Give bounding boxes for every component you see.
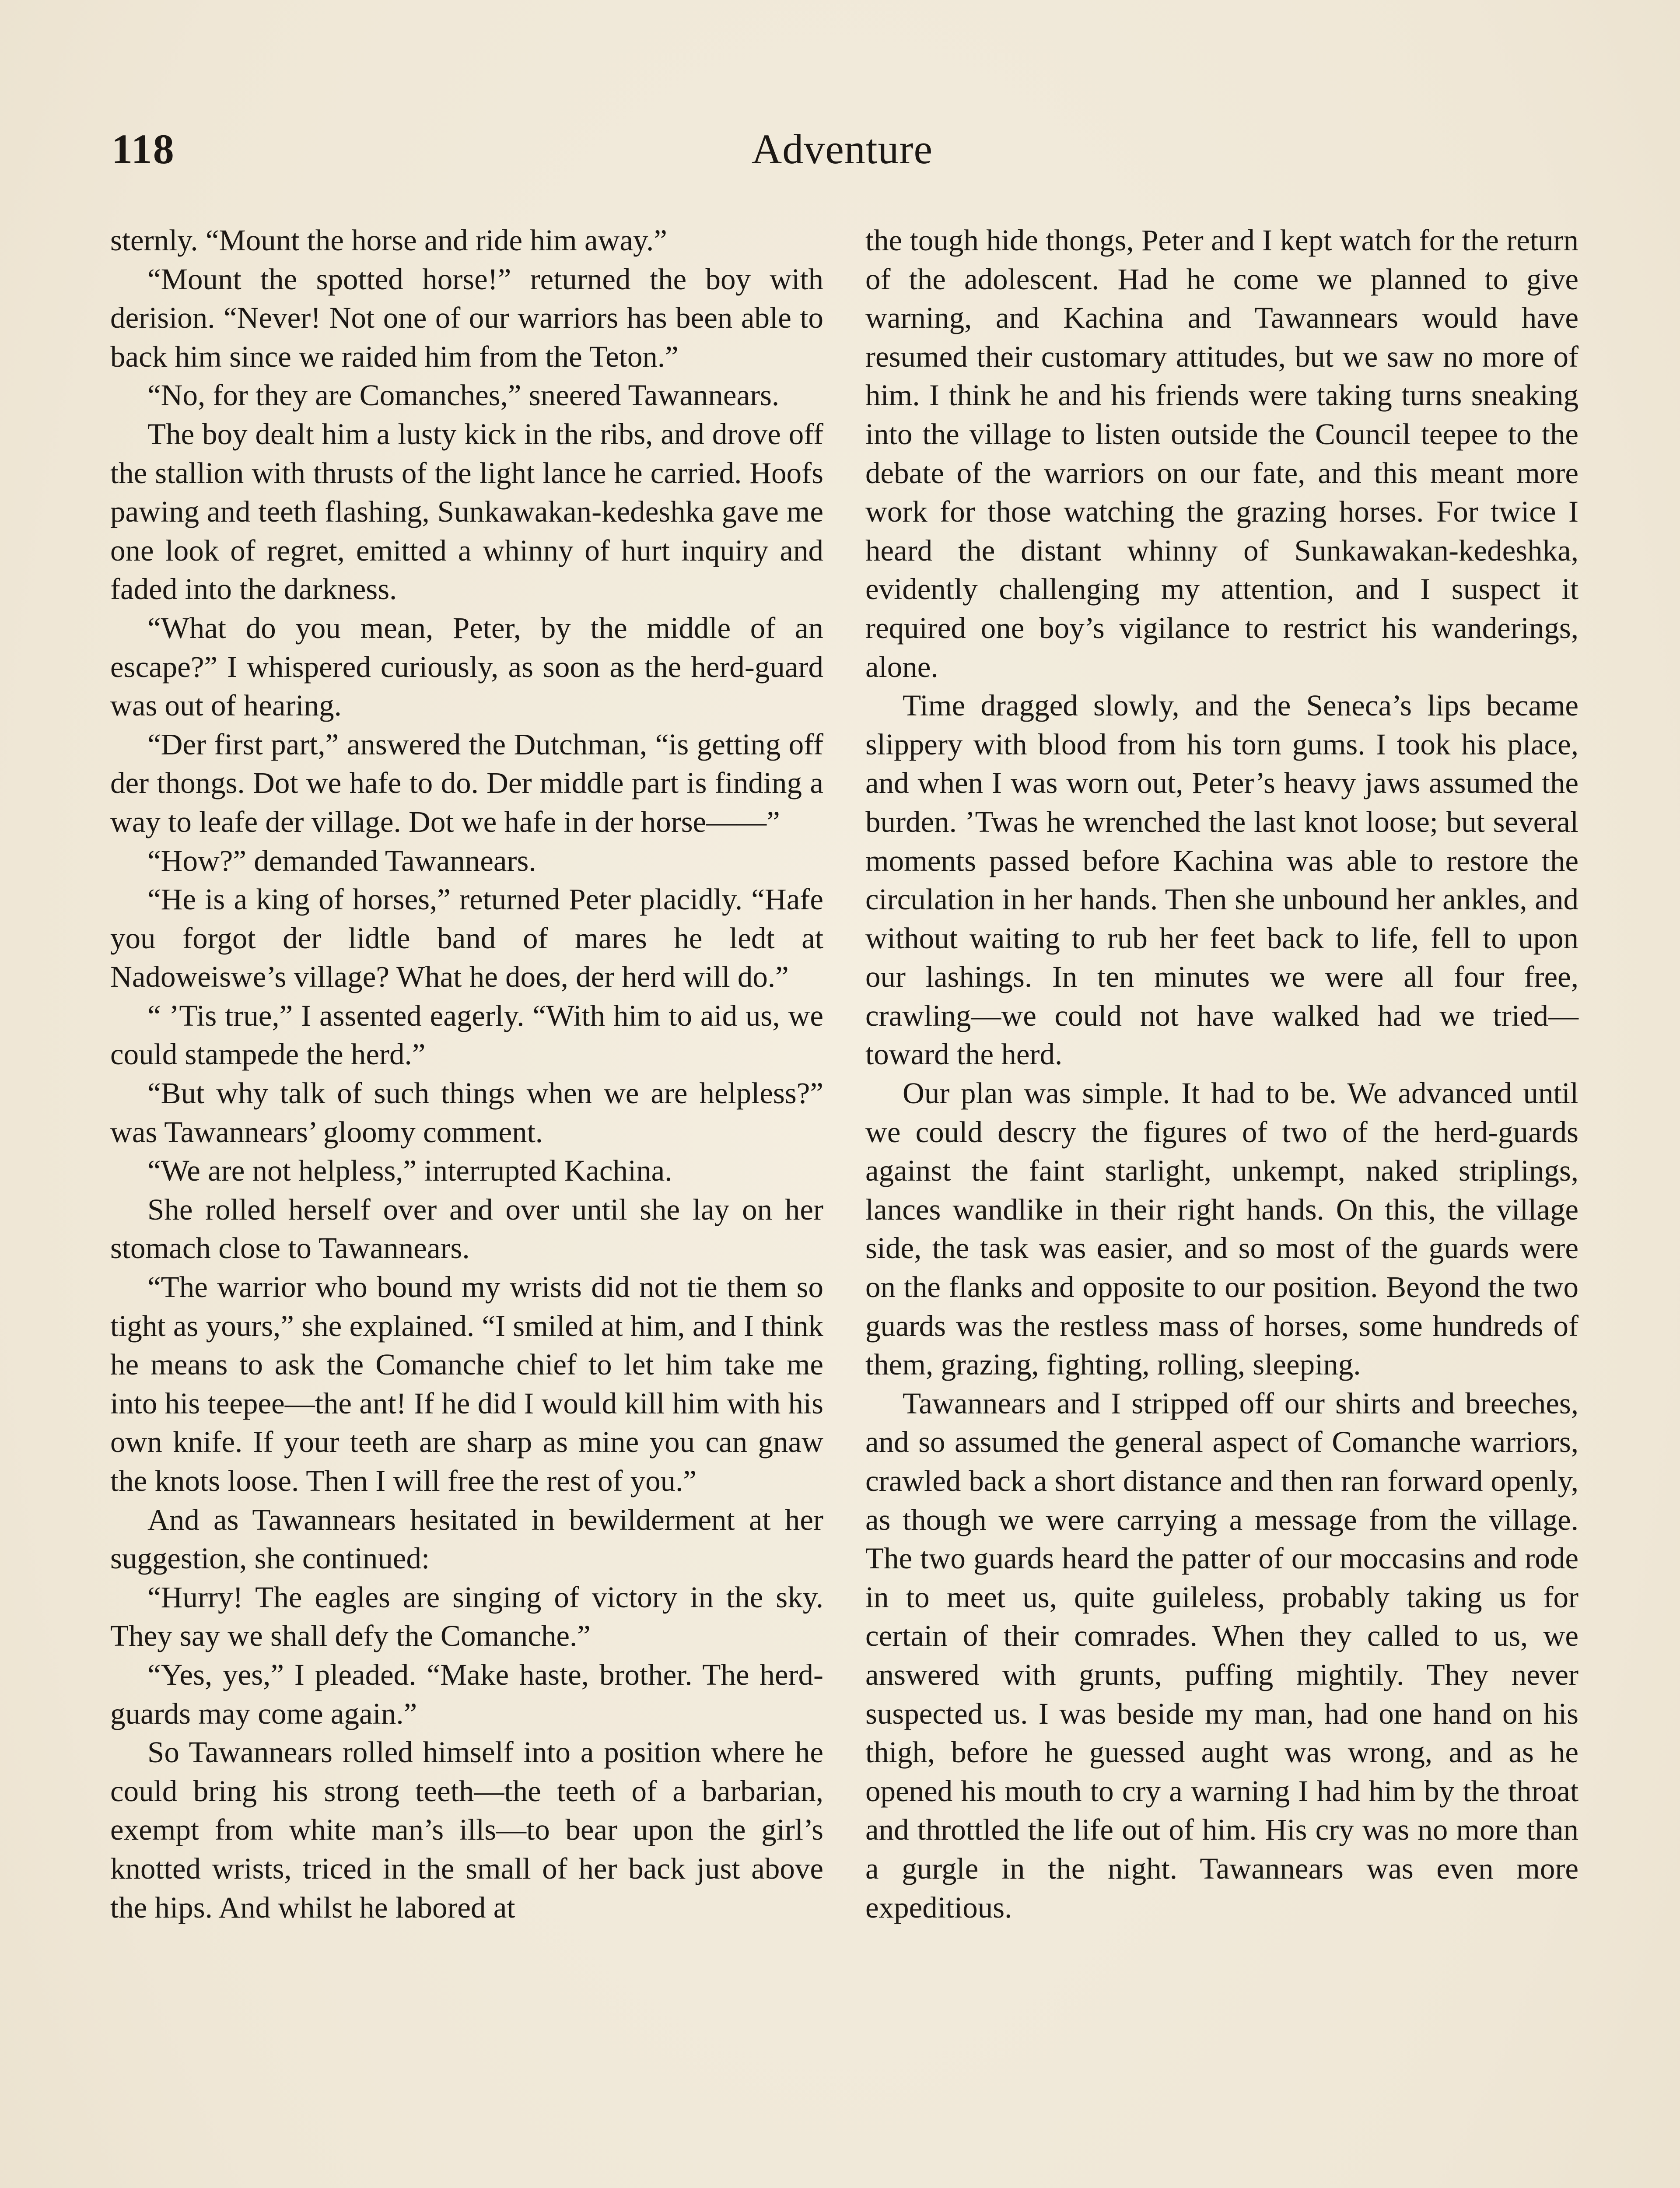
paragraph: “ ’Tis true,” I assented eagerly. “With him to aid us, we could stampede the herd.” bbox=[110, 999, 823, 1071]
paragraph: “He is a king of horses,” returned Peter placidly. “Hafe you forgot der lidtle band of mares he ledt at Nadoweiswe’s village? What he does, der herd will do.” bbox=[110, 883, 823, 994]
page-header bbox=[112, 125, 1573, 186]
paragraph: So Tawannears rolled himself into a position where he could bring his strong teeth—the teeth of a barbarian, exempt from white man’s ills—to bear upon the girl’s knotted wrists, triced in the small of her back just above the hips. And whilst he labored at bbox=[110, 1736, 823, 1924]
paragraph: “But why talk of such things when we are helpless?” was Tawannears’ gloomy comment. bbox=[110, 1076, 823, 1149]
running-title: Adventure bbox=[751, 126, 933, 172]
paragraph: “Mount the spotted horse!” returned the boy with derision. “Never! Not one of our warriors has been able to back him since we raided him from the Teton.” bbox=[110, 262, 823, 373]
paragraph: “We are not helpless,” interrupted Kachina. bbox=[147, 1154, 672, 1188]
paragraph: She rolled herself over and over until she lay on her stomach close to Tawannears. bbox=[110, 1192, 823, 1265]
left-text-column bbox=[110, 221, 823, 1927]
paragraph: “Hurry! The eagles are singing of victory in the sky. They say we shall defy the Comanche.” bbox=[110, 1580, 823, 1653]
paragraph: “Der first part,” answered the Dutchman, “is getting off der thongs. Dot we hafe to do. Der middle part is finding a way to leafe der village. Dot we hafe in der horse——” bbox=[110, 727, 823, 838]
paragraph: The boy dealt him a lusty kick in the ribs, and drove off the stallion with thrusts of the light lance he carried. Hoofs pawing and teeth flashing, Sunkawakan-kedeshka gave me one look of regret, emitted a whinny of hurt inquiry and faded into the darkness. bbox=[110, 417, 823, 606]
paragraph: sternly. “Mount the horse and ride him away.” bbox=[110, 224, 667, 257]
paragraph: “Yes, yes,” I pleaded. “Make haste, brother. The herd-guards may come again.” bbox=[110, 1658, 823, 1730]
paragraph: “The warrior who bound my wrists did not tie them so tight as yours,” she explained. “I smiled at him, and I think he means to ask the Comanche chief to let him take me into his teepee—the ant! If he did I would kill him with his own knife. If your teeth are sharp as mine you can gnaw the knots loose. Then I will free the rest of you.” bbox=[110, 1270, 823, 1497]
paragraph: Tawannears and I stripped off our shirts and breeches, and so assumed the general aspect of Comanche warriors, crawled back a short distance and then ran forward openly, as though we were carrying a message from the village. The two guards heard the patter of our moccasins and rode in to meet us, quite guileless, probably taking us for certain of their comrades. When they called to us, we answered with grunts, puffing mightily. They never suspected us. I was beside my man, had one hand on his thigh, before he guessed aught was wrong, and as he opened his mouth to cry a warning I had him by the throat and throttled the life out of him. His cry was no more than a gurgle in the night. Tawannears was even more expeditious. bbox=[865, 1386, 1578, 1924]
paragraph: Our plan was simple. It had to be. We advanced until we could descry the figures of two of the herd-guards against the faint starlight, unkempt, naked striplings, lances wandlike in their right hands. On this, the village side, the task was easier, and so most of the guards were on the flanks and opposite to our position. Beyond the two guards was the restless mass of horses, some hundreds of them, grazing, fighting, rolling, sleeping. bbox=[865, 1076, 1578, 1382]
paragraph: “What do you mean, Peter, by the middle of an escape?” I whispered curiously, as soon as the herd-guard was out of hearing. bbox=[110, 611, 823, 722]
paragraph: “No, for they are Comanches,” sneered Tawannears. bbox=[147, 379, 780, 412]
paragraph: the tough hide thongs, Peter and I kept watch for the return of the adolescent. Had he come we planned to give warning, and Kachina and Tawannears would have resumed their customary attitudes, but we saw no more of him. I think he and his friends were taking turns sneaking into the village to listen outside the Council teepee to the debate of the warriors on our fate, and this meant more work for those watching the grazing horses. For twice I heard the distant whinny of Sunkawakan-kedeshka, evidently challenging my attention, and I suspect it required one boy’s vigilance to restrict his wanderings, alone. bbox=[865, 224, 1578, 684]
right-text-column bbox=[865, 221, 1578, 1927]
paragraph: And as Tawannears hesitated in bewilderment at her suggestion, she continued: bbox=[110, 1503, 823, 1575]
paragraph: “How?” demanded Tawannears. bbox=[147, 844, 536, 877]
paragraph: Time dragged slowly, and the Seneca’s lips became slippery with blood from his torn gums. I took his place, and when I was worn out, Peter’s heavy jaws assumed the burden. ’Twas he wrenched the last knot loose; but several moments passed before Kachina was able to restore the circulation in her hands. Then she unbound her ankles, and without waiting to rub her feet back to life, fell to upon our lashings. In ten minutes we were all four free, crawling—we could not have walked had we tried—toward the herd. bbox=[865, 689, 1578, 1071]
page-number: 118 bbox=[112, 126, 175, 172]
